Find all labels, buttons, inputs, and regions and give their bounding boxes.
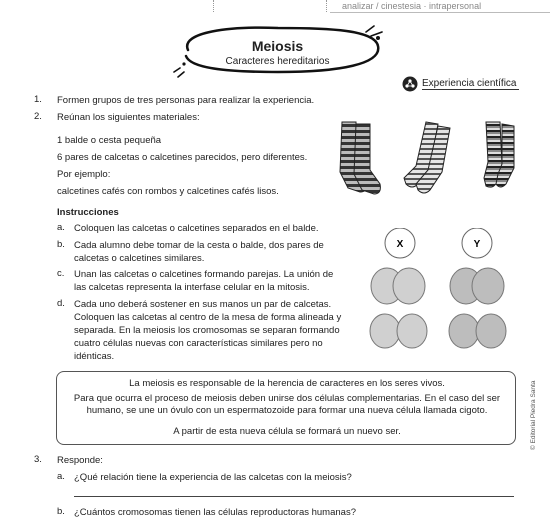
cell-x-label: X — [396, 239, 404, 250]
cell-pair-right-b — [472, 268, 504, 304]
instruction-letter: b. — [57, 239, 65, 250]
divider — [213, 0, 214, 12]
publisher-credit: © Editorial Piedra Santa — [530, 380, 537, 450]
divider — [326, 0, 327, 12]
daughter-cell — [476, 314, 506, 348]
step-number: 1. — [34, 94, 42, 105]
question-text: ¿Cuántos cromosomas tienen las células reproductoras humanas? — [74, 507, 356, 518]
info-text: Para que ocurra el proceso de meiosis deben unirse dos células complementarias. En el caso del ser humano, se une un óvulo con un espermatozoide para formar una nueva célula llamada cigoto. — [73, 393, 501, 416]
header-rule — [330, 12, 550, 13]
material-item: Por ejemplo: — [57, 169, 111, 180]
header-tag: analizar / cinestesia · intrapersonal — [342, 1, 482, 11]
daughter-cell — [397, 314, 427, 348]
top-strip — [0, 0, 550, 14]
molecule-icon — [402, 76, 418, 92]
step-text: Reúnan los siguientes materiales: — [57, 112, 200, 123]
question-letter: a. — [57, 471, 65, 482]
cell-y-label: Y — [473, 239, 481, 250]
instructions-heading: Instrucciones — [57, 207, 119, 218]
experience-label: Experiencia científica — [422, 78, 517, 89]
step-text: Formen grupos de tres personas para realizar la experiencia. — [57, 95, 315, 106]
meiosis-cells-diagram — [365, 228, 515, 353]
page-title: Meiosis — [251, 38, 304, 54]
material-item: 6 pares de calcetas o calcetines parecidos, pero diferentes. — [57, 152, 308, 163]
material-item: 1 balde o cesta pequeña — [57, 135, 162, 146]
step-number: 3. — [34, 454, 42, 465]
instruction-text: Cada uno deberá sostener en sus manos un par de calcetas. Coloquen las calcetas al centro de la mesa de forma alineada y separada. En la meiosis los cromosomas se separan formando cuatro células nuevas con características similares pero no idénticas. — [74, 299, 342, 362]
instruction-text: Coloquen las calcetas o calcetines separados en el balde. — [74, 223, 319, 234]
info-text: La meiosis es responsable de la herencia de caracteres en los seres vivos. — [129, 378, 445, 389]
answer-line[interactable] — [74, 496, 514, 497]
instruction-letter: c. — [57, 268, 65, 279]
page-subtitle: Caracteres hereditarios — [225, 56, 330, 67]
step-number: 2. — [34, 111, 42, 122]
daughter-cell — [449, 314, 479, 348]
instruction-letter: a. — [57, 222, 65, 233]
step-text: Responde: — [57, 455, 103, 466]
daughter-cell — [370, 314, 400, 348]
material-item: calcetines cafés con rombos y calcetines cafés lisos. — [57, 186, 279, 197]
socks-illustration — [330, 118, 530, 200]
question-letter: b. — [57, 506, 65, 517]
cell-pair-left-b — [393, 268, 425, 304]
instruction-letter: d. — [57, 298, 65, 309]
title-banner — [170, 20, 390, 80]
info-box — [56, 371, 516, 445]
question-text: ¿Qué relación tiene la experiencia de las calcetas con la meiosis? — [74, 472, 352, 483]
instruction-text: Unan las calcetas o calcetines formando parejas. La unión de las calcetas representa la interfase celular en la mitosis. — [74, 269, 334, 293]
instruction-text: Cada alumno debe tomar de la cesta o balde, dos pares de calcetas o calcetines similares. — [74, 240, 324, 264]
info-text: A partir de esta nueva célula se formará un nuevo ser. — [173, 426, 401, 437]
